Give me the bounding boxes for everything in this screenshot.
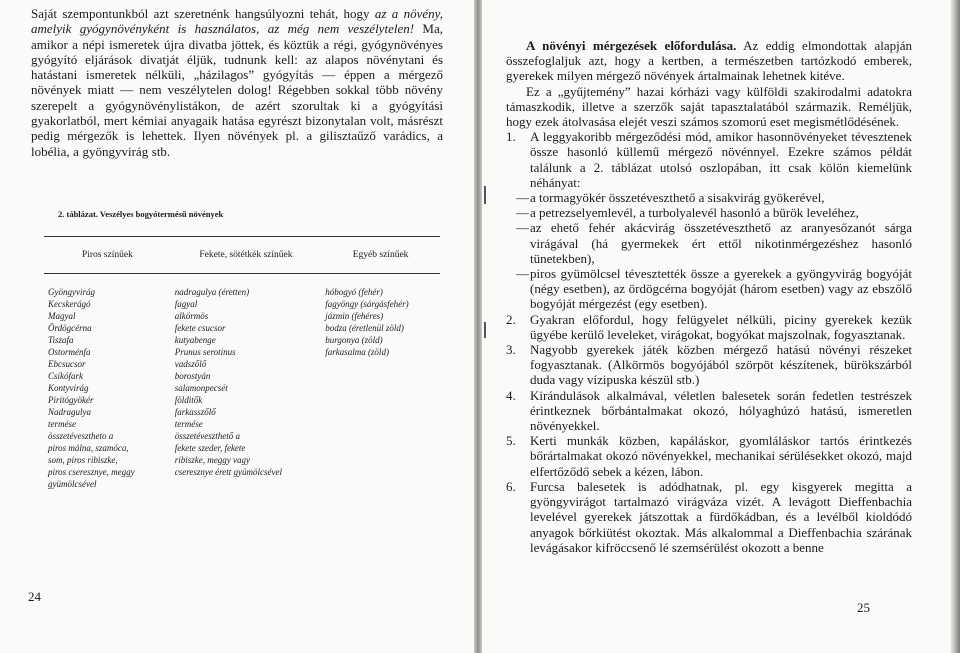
- list-item: [506, 342, 912, 388]
- table-cell: Ördögcérna: [48, 323, 92, 333]
- table-cell: Gyöngyvirág: [48, 287, 95, 297]
- table-cell: Ebcsucsor: [48, 359, 86, 369]
- list-item: [506, 388, 912, 434]
- dash-text: az ehető fehér akácvirág összetéveszthető az aranyesőzanót sárga virágával (há gyermekek ért ettől nikotinmérgezéshez hasonló tünetekben),: [530, 220, 912, 266]
- table-cell: Pirítógyökér: [48, 395, 94, 405]
- dash-list: [506, 190, 912, 312]
- margin-mark: [484, 186, 486, 204]
- table-cell: Csíkófark: [48, 371, 83, 381]
- list-item: [506, 433, 912, 479]
- table-cell: burgonya (zöld): [325, 335, 383, 345]
- table-cell: alkörmös: [174, 311, 209, 321]
- table-cell: borostyán: [174, 371, 211, 381]
- table-cell: farkasszőlő: [174, 407, 216, 417]
- table-cell: Kontyvirág: [48, 383, 89, 393]
- table-cell: kutyabenge: [174, 335, 216, 345]
- dash-list-item: [506, 266, 912, 312]
- list-item-text: A leggyakoribb mérgeződési mód, amikor hasonnövényeket tévesztenek össze hasonló küllemű mérgező növénnyel. Ezekre számos példát találunk a 2. táblázat utolsó oszlopában, itt csak kölön kiemelünk néhányat:: [530, 129, 912, 190]
- dash-text: a petrezselyemlevél, a turbolyalevél hasonló a bürök leveléhez,: [530, 205, 859, 221]
- section-heading: A növényi mérgezések előfordulása.: [526, 38, 737, 53]
- table-cell: nadragulya (éretten): [174, 287, 250, 297]
- column-other: [321, 274, 440, 491]
- page-edge-shadow: [950, 0, 960, 653]
- table-cell: som, piros ribiszke,: [48, 455, 118, 465]
- list-item-text: Kerti munkák közben, kapáláskor, gyomláláskor tartós érintkezés bőrártalmakat okozó növényekkel, mechanikai sérülésekket okozó, majd elfertőződő sebek a kézen, lábon.: [530, 433, 912, 479]
- list-number: 5.: [506, 433, 516, 449]
- dash-list-item: [506, 205, 912, 220]
- dash-text: a tormagyökér összetéveszthető a sisakvirág gyökerével,: [530, 190, 825, 206]
- table-cell: gyümölcsével: [48, 479, 97, 489]
- table-cell: Tiszafa: [48, 335, 74, 345]
- collection-paragraph: Ez a „gyűjtemény” hazai kórházi vagy külföldi szakirodalmi adatokra támaszkodik, illetve a szerzők saját tapasztalatából származik. Reméljük, hogy ezek átolvasása elejét veszi számos szomorú eset megismétlődésének.: [506, 83, 912, 130]
- table-cell: salamonpecsét: [174, 383, 228, 393]
- list-item-text: Kirándulások alkalmával, véletlen balesetek során fedetlen testrészek érintkeznek bőrbántalmakat okozó, hólyaghúzó hatású, ismeretlen növényekkel.: [530, 387, 912, 434]
- table-cell: hóbogyó (fehér): [325, 287, 383, 297]
- page-number-left: 24: [28, 589, 41, 604]
- book-gutter: [474, 0, 482, 653]
- table-cell: fagyal: [174, 299, 198, 309]
- dash-marker: —: [516, 190, 529, 206]
- right-body: [506, 38, 912, 555]
- table-cell: ribiszke, meggy vagy: [174, 455, 250, 465]
- list-number: 3.: [506, 342, 516, 358]
- table-cell: Prunus serotinus: [174, 347, 236, 357]
- dash-list-item: [506, 190, 912, 205]
- table-row: [44, 274, 440, 491]
- intro-emphasis: az a növény, amelyik gyógynövényként is használatos, az még nem veszélytelen!: [31, 6, 443, 37]
- list-item-1: [506, 129, 912, 190]
- table-cell: Nadragulya: [48, 407, 92, 417]
- left-intro-paragraph: [31, 6, 443, 159]
- margin-mark: [484, 322, 486, 338]
- list-item-text: Furcsa balesetek is adódhatnak, pl. egy kisgyerek megitta a gyöngyvirágot tartalmazó virágváza vizét. A levágott Dieffenbachia levelével gyerekek játszottak a fürdőkádban, és a levélből kioldódó anyagok bőrkiütést okoztak. Más alkalommal a Dieffenbachia szárának levágásakor kifröccsenő lé szemsérülést okozott a benne: [530, 478, 912, 555]
- table-cell: termése: [48, 419, 76, 429]
- table-caption: 2. táblázat. Veszélyes bogyótermésű növények: [58, 209, 224, 219]
- column-red: [44, 274, 171, 491]
- list-item: [506, 479, 912, 555]
- intro-body: Ma, amikor a népi ismeretek újra divatba jöttek, és köztük a régi, gyógynövényes gyógyító eljárások divatját éljük, tudnunk kell: az alapos növénytani és hatástani ismeretek nélküli, „házilagos” gyógyítás — éppen a mérgező növények miatt — nem veszélytelen dolog! Régebben sokkal több növény szerepelt a gyógynövénylistákon, de azért szorultak ki a gyógyítási gyakorlatból, mert kémiai anyagaik hatása egyrészt bizonytalan volt, másrészt pedig mérgezők is lehettek. Ilyen növények pl. a gilisztaűző varádics, a lobélia, a gyöngyvirág stb.: [31, 21, 444, 159]
- table-cell: cseresznye érett gyümölcsével: [174, 467, 283, 477]
- table-cell: piros cseresznye, meggy: [48, 467, 135, 477]
- dash-marker: —: [516, 220, 529, 236]
- table-cell: piros málna, szamóca,: [48, 443, 129, 453]
- table-cell: bodza (éretlenül zöld): [325, 323, 404, 333]
- intro-lead: Saját szempontunkból azt szeretnénk hangsúlyozni tehát, hogy: [31, 6, 375, 21]
- table-cell: Magyal: [48, 311, 76, 321]
- table-cell: földitők: [174, 395, 203, 405]
- list-number: 4.: [506, 387, 516, 403]
- table-cell: termése: [174, 419, 203, 429]
- table-cell: vadszőlő: [174, 359, 207, 369]
- numbered-list: [506, 312, 912, 555]
- list-number: 6.: [506, 478, 516, 494]
- table-cell: fekete szeder, fekete: [174, 443, 246, 453]
- right-intro-paragraph: [506, 38, 912, 84]
- list-item-text: Gyakran előfordul, hogy felügyelet nélküli, piciny gyerekek kezük ügyébe kerülő leveleket, virágokat, bogyókat majszolnak, fogyasztanak.: [530, 311, 912, 342]
- table-cell: Ostorménfa: [48, 347, 91, 357]
- column-black: [171, 274, 321, 491]
- dash-marker: —: [516, 266, 529, 282]
- table-cell: összetévesztheto a: [48, 431, 114, 441]
- table-cell: Kecskerágó: [48, 299, 91, 309]
- table-header-row: [44, 237, 440, 274]
- berry-plants-table: [44, 236, 440, 490]
- table-header-other: Egyéb színűek: [321, 237, 440, 274]
- dash-marker: —: [516, 205, 529, 221]
- table-header-black: Fekete, sötétkék színűek: [171, 237, 321, 274]
- page-number-right: 25: [857, 600, 870, 615]
- table-cell: fekete csucsor: [174, 323, 226, 333]
- list-number: 1.: [506, 129, 516, 145]
- list-item: [506, 312, 912, 342]
- table-cell: jázmin (fehéres): [325, 311, 384, 321]
- table-cell: összetéveszthető a: [174, 431, 240, 441]
- table-cell: fagyöngy (sárgásfehér): [325, 299, 409, 309]
- table-cell: farkasalma (zöld): [325, 347, 389, 357]
- list-item-text: Nagyobb gyerekek játék közben mérgező hatású növényi részeket fogyasztanak. (Alkörmös bogyójából szörpöt készítenek, bürökszárból duda vagy vízipuska készül stb.): [530, 342, 912, 388]
- dash-text: piros gyümölcsel tévesztették össze a gyerekek a gyöngyvirág bogyóját (négy esetben), az ördögcérna bogyóját (három esetben) vagy az ebszőlő bogyóját mérgezést (egy esetben).: [530, 266, 912, 312]
- section-intro: Az eddig elmondottak alapján összefoglaljuk azt, hogy a kertben, a természetben tartózkodó emberek, gyerekek milyen mérgező növények ártalmainak lehetnek kitéve.: [506, 38, 912, 84]
- dash-list-item: [506, 220, 912, 266]
- list-number: 2.: [506, 311, 516, 327]
- table-header-red: Piros színűek: [44, 237, 171, 274]
